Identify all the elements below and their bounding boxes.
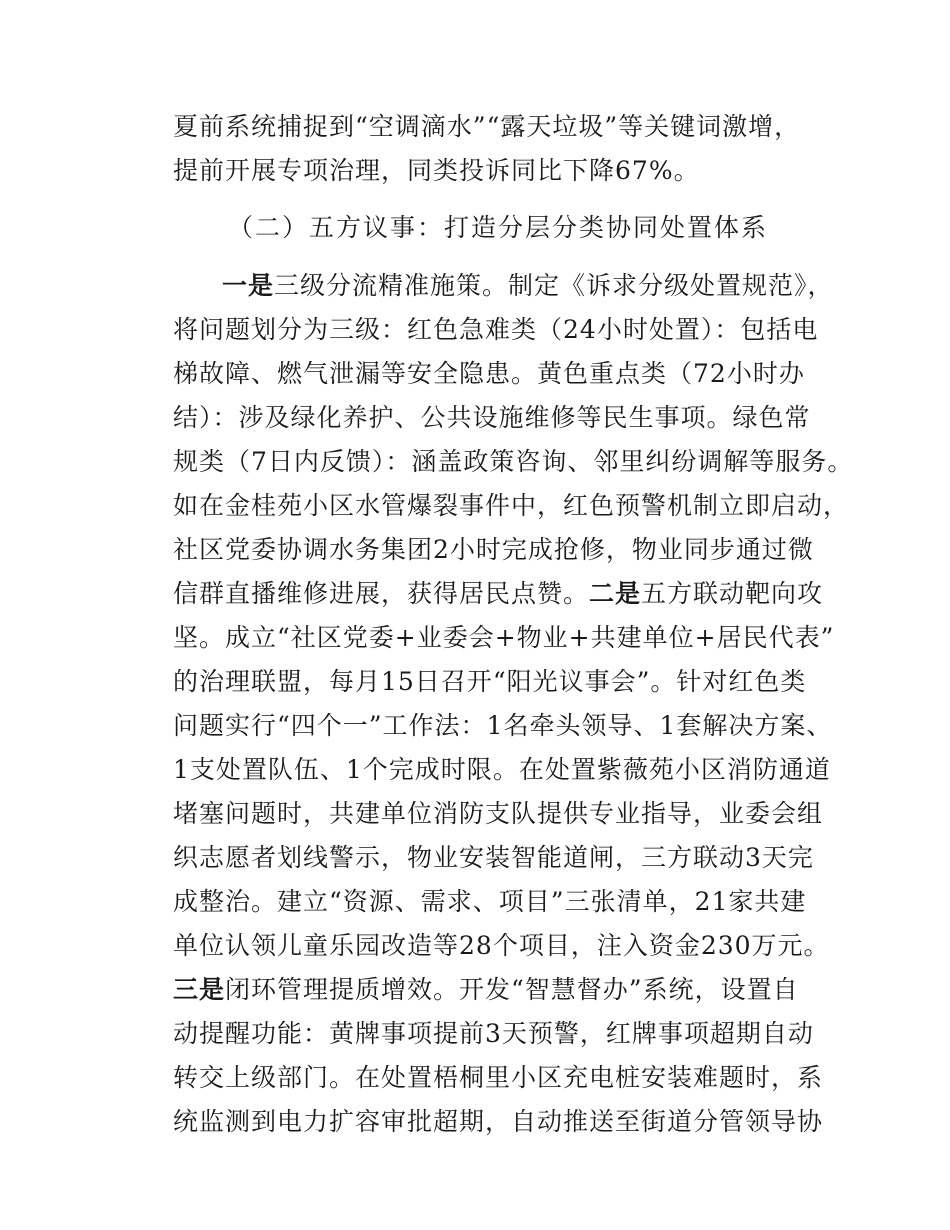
text-span: 信群直播维修进展，获得居民点赞。	[173, 579, 590, 608]
text-line: 堵塞问题时，共建单位消防支队提供专业指导，业委会组	[173, 799, 824, 828]
text-span: 闭环管理提质增效。开发“智慧督办”系统，设置自	[225, 975, 799, 1004]
text-line: 社区党委协调水务集团2小时完成抢修，物业同步通过微	[173, 535, 814, 564]
text-line: 成整治。建立“资源、需求、项目”三张清单，21家共建	[173, 887, 807, 916]
text-line: 1支处置队伍、1个完成时限。在处置紫薇苑小区消防通道	[173, 755, 831, 784]
text-line: 单位认领儿童乐园改造等28个项目，注入资金230万元。	[173, 931, 830, 960]
text-line: 如在金桂苑小区水管爆裂事件中，红色预警机制立即启动，	[173, 491, 850, 520]
text-line: 统监测到电力扩容审批超期，自动推送至街道分管领导协	[173, 1107, 824, 1136]
text-span: 三级分流精准施策。制定《诉求分级处置规范》，	[274, 271, 834, 300]
text-line: 梯故障、燃气泄漏等安全隐患。黄色重点类（72小时办	[173, 359, 805, 388]
text-line: 提前开展专项治理，同类投诉同比下降67%。	[173, 156, 700, 185]
text-line	[173, 574, 823, 614]
text-line: 规类（7日内反馈）：涵盖政策咨询、邻里纠纷调解等服务。	[173, 447, 854, 476]
text-line: 转交上级部门。在处置梧桐里小区充电桩安装难题时，系	[173, 1063, 824, 1092]
text-line: 的治理联盟，每月15日召开“阳光议事会”。针对红色类	[173, 667, 807, 696]
text-line: 织志愿者划线警示，物业安装智能道闸，三方联动3天完	[173, 843, 814, 872]
section-heading: （二）五方议事：打造分层分类协同处置体系	[228, 213, 769, 242]
text-line: 结）：涉及绿化养护、公共设施维修等民生事项。绿色常	[173, 403, 811, 432]
bold-lead: 一是	[222, 271, 275, 300]
text-line: 坚。成立“社区党委+业委会+物业+共建单位+居民代表”	[173, 623, 835, 652]
text-line: 动提醒功能：黄牌事项提前3天预警，红牌事项超期自动	[173, 1019, 814, 1048]
bold-lead: 三是	[173, 975, 226, 1004]
text-span: 五方联动靶向攻	[641, 579, 824, 608]
bold-lead: 二是	[589, 579, 642, 608]
text-line: 将问题划分为三级：红色急难类（24小时处置）：包括电	[173, 315, 819, 344]
text-line: 问题实行“四个一”工作法：1名牵头领导、1套解决方案、	[173, 711, 833, 740]
text-line	[222, 266, 834, 306]
text-line: 夏前系统捕捉到“空调滴水”“露天垃圾”等关键词激增，	[173, 112, 801, 141]
text-line	[173, 970, 799, 1010]
